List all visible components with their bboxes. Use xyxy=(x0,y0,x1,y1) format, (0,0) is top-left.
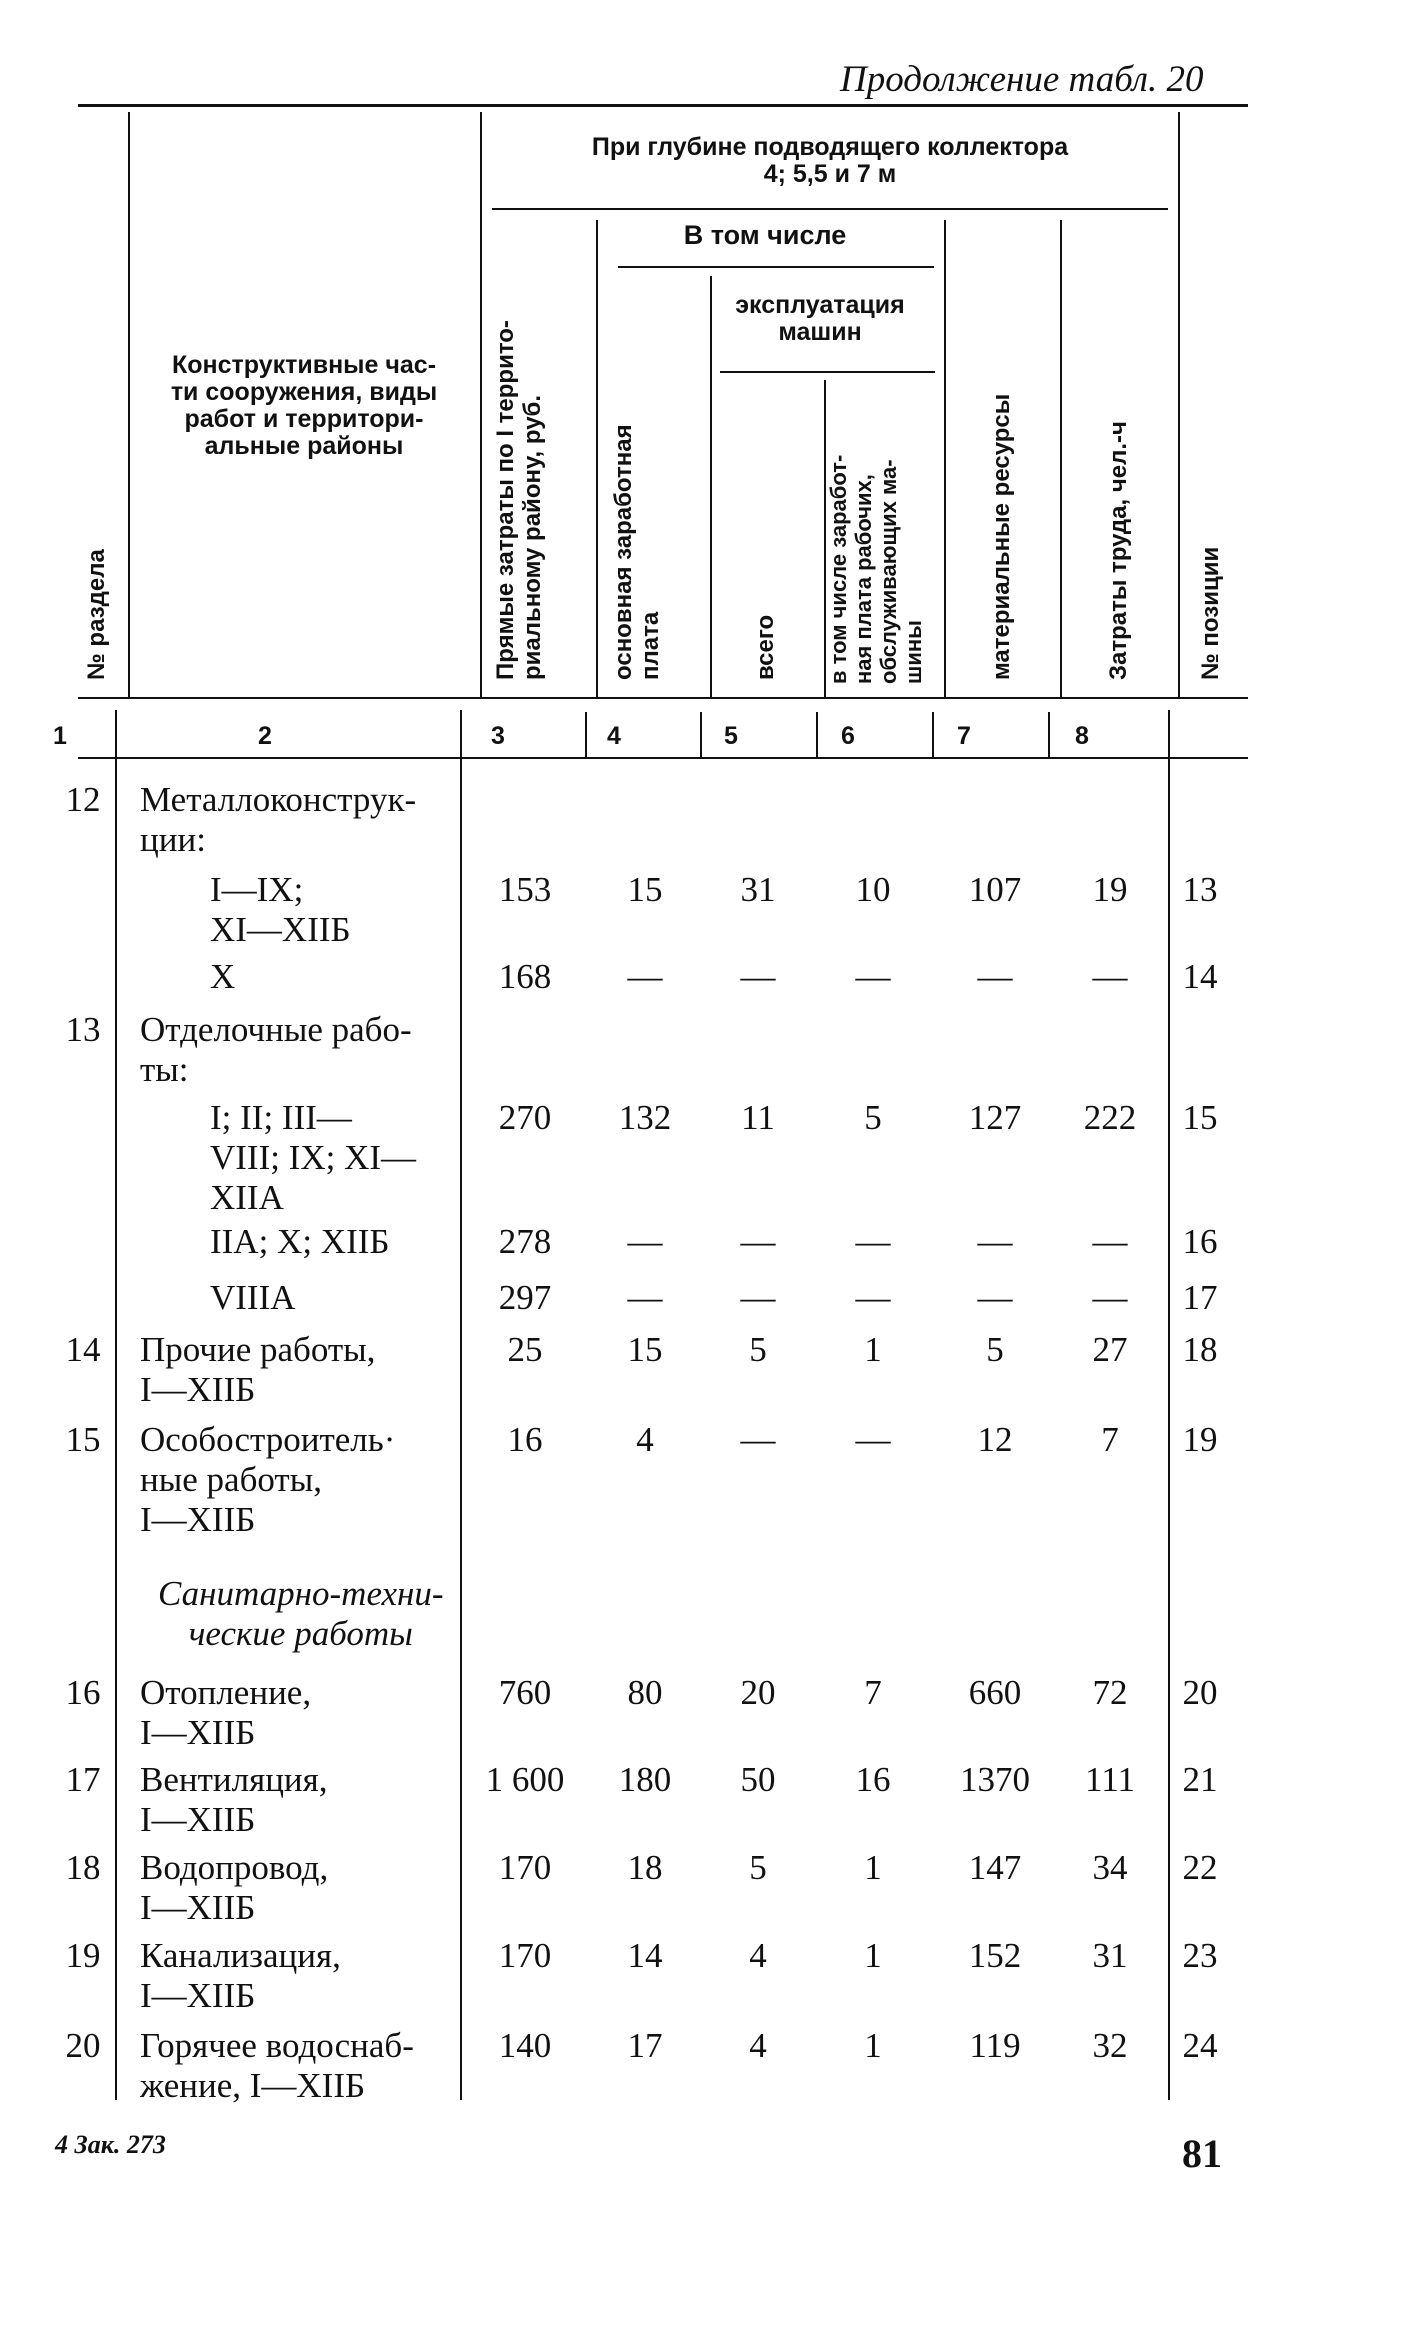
header-vline xyxy=(944,220,946,697)
section-number: 17 xyxy=(65,1760,101,1799)
cell-c7: 107 xyxy=(968,870,1022,909)
header-incl: В том числе xyxy=(683,220,847,250)
header-incl-wage-line: в том числе заработ- xyxy=(826,454,851,684)
work-name-line: жение, I—XIIБ xyxy=(140,2066,366,2105)
column-number: 4 xyxy=(607,722,621,750)
header-vline xyxy=(596,220,598,697)
colnum-vline xyxy=(1048,712,1050,757)
work-name xyxy=(210,957,235,997)
work-name-line: Санитарно-техни- xyxy=(158,1574,444,1613)
cell-c6: 1 xyxy=(864,2026,882,2065)
work-name xyxy=(140,780,416,860)
header-wage-line: плата xyxy=(637,611,664,680)
cell-c8: — xyxy=(1092,1222,1128,1261)
work-name xyxy=(210,1222,390,1262)
colnum-vline xyxy=(585,712,587,757)
section-number: 14 xyxy=(65,1330,101,1369)
header-wage xyxy=(610,424,664,680)
cell-c8: 7 xyxy=(1101,1420,1119,1459)
position-number: 13 xyxy=(1182,870,1218,909)
cell-c3: 760 xyxy=(498,1673,552,1712)
position-number: 19 xyxy=(1182,1420,1218,1459)
header-direct-costs-line: Прямые затраты по I террито- xyxy=(492,320,519,680)
work-name-line: I; II; III— xyxy=(210,1098,352,1137)
header-direct-costs-line: риальному району, руб. xyxy=(519,394,546,680)
header-vline xyxy=(128,112,130,697)
header-labor: Затраты труда, чел.-ч xyxy=(1105,421,1132,680)
position-number: 20 xyxy=(1182,1673,1218,1712)
header-depth-line: 4; 5,5 и 7 м xyxy=(763,160,897,188)
work-name xyxy=(140,1936,341,2016)
cell-c6: 5 xyxy=(864,1098,882,1137)
work-name-line: Особостроитель· xyxy=(140,1420,396,1459)
column-number: 2 xyxy=(258,722,272,750)
header-incl-wage-line: шины xyxy=(901,620,926,684)
work-name-line: VIII; IX; XI— xyxy=(210,1138,417,1177)
work-name-line: VIIIA xyxy=(210,1278,296,1317)
work-name xyxy=(140,1848,328,1928)
cell-c7: — xyxy=(977,1222,1013,1261)
cell-c7: 127 xyxy=(968,1098,1022,1137)
work-name xyxy=(140,1010,412,1090)
table-caption: Продолжение табл. 20 xyxy=(840,59,1204,100)
work-name-line: Канализация, xyxy=(140,1936,341,1975)
cell-c3: 278 xyxy=(498,1222,552,1261)
cell-c6: — xyxy=(855,1222,891,1261)
position-number: 16 xyxy=(1182,1222,1218,1261)
work-name xyxy=(140,1420,395,1540)
position-number: 22 xyxy=(1182,1848,1218,1887)
position-number: 18 xyxy=(1182,1330,1218,1369)
cell-c5: — xyxy=(740,1420,776,1459)
work-name-line: I—XIIБ xyxy=(140,1800,256,1839)
cell-c7: 1370 xyxy=(960,1760,1030,1799)
cell-c5: 4 xyxy=(749,2026,767,2065)
cell-c6: 1 xyxy=(864,1848,882,1887)
work-name-line: XI—XIIБ xyxy=(210,910,351,949)
cell-c6: — xyxy=(855,957,891,996)
body-vline xyxy=(1168,710,1170,2100)
cell-c5: — xyxy=(740,957,776,996)
cell-c7: — xyxy=(977,1278,1013,1317)
cell-c5: — xyxy=(740,1278,776,1317)
cell-c6: 16 xyxy=(855,1760,891,1799)
work-name-line: I—XIIБ xyxy=(140,1713,256,1752)
column-number: 6 xyxy=(841,722,855,750)
footer-order-number: 4 Зак. 273 xyxy=(55,2130,166,2159)
cell-c3: 1 600 xyxy=(485,1760,565,1799)
header-parts-line: Конструктивные час- xyxy=(171,351,437,379)
header-parts xyxy=(136,352,472,460)
cell-c4: — xyxy=(627,1222,663,1261)
work-name-line: I—XIIБ xyxy=(140,1370,256,1409)
header-total: всего xyxy=(752,614,779,680)
cell-c8: 32 xyxy=(1092,2026,1128,2065)
cell-c7: 119 xyxy=(969,2026,1021,2065)
work-name xyxy=(140,1330,375,1410)
work-name xyxy=(210,1278,296,1318)
body-vline xyxy=(115,710,117,2100)
work-name xyxy=(140,1760,328,1840)
cell-c4: 15 xyxy=(627,1330,663,1369)
work-name-line: Металлоконструк- xyxy=(140,780,417,819)
cell-c5: 50 xyxy=(740,1760,776,1799)
cell-c4: 4 xyxy=(636,1420,654,1459)
cell-c4: — xyxy=(627,1278,663,1317)
column-number: 1 xyxy=(53,722,67,750)
work-name-line: ные работы, xyxy=(140,1460,322,1499)
cell-c5: 20 xyxy=(740,1673,776,1712)
colnum-vline xyxy=(816,712,818,757)
position-number: 21 xyxy=(1182,1760,1218,1799)
work-name xyxy=(210,870,351,950)
column-number: 7 xyxy=(957,722,971,750)
cell-c4: 15 xyxy=(627,870,663,909)
column-number: 8 xyxy=(1075,722,1089,750)
header-incl-wage-line: обслуживающих ма- xyxy=(876,459,901,684)
cell-c3: 25 xyxy=(507,1330,543,1369)
header-hline xyxy=(492,208,1168,210)
header-wage-line: основная заработная xyxy=(610,424,637,680)
cell-c4: 80 xyxy=(627,1673,663,1712)
header-position-no: № позиции xyxy=(1197,546,1224,680)
header-depth xyxy=(490,134,1170,188)
cell-c8: — xyxy=(1092,1278,1128,1317)
header-machines-line: эксплуатация xyxy=(735,291,905,319)
colnum-vline xyxy=(700,712,702,757)
position-number: 15 xyxy=(1182,1098,1218,1137)
work-name-line: Прочие работы, xyxy=(140,1330,376,1369)
cell-c4: 132 xyxy=(618,1098,672,1137)
column-number: 3 xyxy=(491,722,505,750)
cell-c3: 168 xyxy=(498,957,552,996)
cell-c8: 222 xyxy=(1083,1098,1137,1137)
cell-c8: 19 xyxy=(1092,870,1128,909)
work-name-line: ты: xyxy=(140,1050,189,1089)
cell-c7: — xyxy=(977,957,1013,996)
header-section-no: № раздела xyxy=(83,549,110,680)
top-rule xyxy=(78,104,1248,107)
cell-c7: 660 xyxy=(968,1673,1022,1712)
cell-c5: — xyxy=(740,1222,776,1261)
cell-c3: 153 xyxy=(498,870,552,909)
cell-c4: 180 xyxy=(618,1760,672,1799)
cell-c6: 10 xyxy=(855,870,891,909)
work-name-line: I—XIIБ xyxy=(140,1888,256,1927)
cell-c6: 1 xyxy=(864,1936,882,1975)
header-machines-line: машин xyxy=(778,318,862,346)
work-name xyxy=(140,2026,414,2106)
header-parts-line: работ и территори- xyxy=(184,405,424,433)
cell-c7: 5 xyxy=(986,1330,1004,1369)
cell-c3: 16 xyxy=(507,1420,543,1459)
header-parts-line: ти сооружения, виды xyxy=(170,378,438,406)
header-incl-wage xyxy=(826,455,926,684)
cell-c5: 31 xyxy=(740,870,776,909)
cell-c5: 5 xyxy=(749,1848,767,1887)
cell-c6: 7 xyxy=(864,1673,882,1712)
position-number: 24 xyxy=(1182,2026,1218,2065)
column-number: 5 xyxy=(724,722,738,750)
work-name-line: I—IX; xyxy=(210,870,304,909)
cell-c8: — xyxy=(1092,957,1128,996)
section-number: 15 xyxy=(65,1420,101,1459)
cell-c6: — xyxy=(855,1420,891,1459)
cell-c6: — xyxy=(855,1278,891,1317)
cell-c8: 72 xyxy=(1092,1673,1128,1712)
cell-c3: 270 xyxy=(498,1098,552,1137)
work-name-line: ческие работы xyxy=(188,1614,413,1653)
work-name xyxy=(210,1098,416,1218)
work-name-line: Вентиляция, xyxy=(140,1760,328,1799)
work-name-line: I—XIIБ xyxy=(140,1500,256,1539)
cell-c3: 297 xyxy=(498,1278,552,1317)
subheading xyxy=(158,1574,444,1654)
cell-c7: 152 xyxy=(968,1936,1022,1975)
header-vline xyxy=(1060,220,1062,697)
cell-c8: 34 xyxy=(1092,1848,1128,1887)
header-machines xyxy=(700,292,940,346)
cell-c8: 111 xyxy=(1085,1760,1135,1799)
section-number: 18 xyxy=(65,1848,101,1887)
cell-c4: — xyxy=(627,957,663,996)
work-name-line: Водопровод, xyxy=(140,1848,329,1887)
cell-c3: 140 xyxy=(498,2026,552,2065)
work-name-line: X xyxy=(210,957,236,996)
work-name-line: Отделочные рабо- xyxy=(140,1010,412,1049)
header-materials: материальные ресурсы xyxy=(988,393,1015,680)
body-vline xyxy=(460,710,462,2100)
position-number: 17 xyxy=(1182,1278,1218,1317)
work-name-line: Отопление, xyxy=(140,1673,312,1712)
cell-c6: 1 xyxy=(864,1330,882,1369)
cell-c7: 12 xyxy=(977,1420,1013,1459)
header-incl-wage-line: ная плата рабочих, xyxy=(851,474,876,684)
work-name-line: Горячее водоснаб- xyxy=(140,2026,414,2065)
cell-c3: 170 xyxy=(498,1848,552,1887)
header-direct-costs xyxy=(492,320,546,680)
cell-c5: 11 xyxy=(741,1098,775,1137)
header-hline xyxy=(618,266,934,268)
colnum-vline xyxy=(932,712,934,757)
header-bottom-rule xyxy=(78,697,1248,699)
cell-c8: 31 xyxy=(1092,1936,1128,1975)
cell-c4: 17 xyxy=(627,2026,663,2065)
work-name-line: I—XIIБ xyxy=(140,1976,256,2015)
cell-c7: 147 xyxy=(968,1848,1022,1887)
cell-c5: 4 xyxy=(749,1936,767,1975)
section-number: 12 xyxy=(65,780,101,819)
header-vline xyxy=(480,112,482,697)
section-number: 19 xyxy=(65,1936,101,1975)
work-name-line: IIA; X; XIIБ xyxy=(210,1222,390,1261)
cell-c8: 27 xyxy=(1092,1330,1128,1369)
cell-c5: 5 xyxy=(749,1330,767,1369)
header-vline xyxy=(1178,112,1180,697)
work-name xyxy=(140,1673,311,1753)
header-depth-line: При глубине подводящего коллектора xyxy=(591,133,1069,161)
cell-c4: 14 xyxy=(627,1936,663,1975)
work-name-line: ции: xyxy=(140,820,206,859)
colnum-bottom-rule xyxy=(78,757,1248,759)
page-number: 81 xyxy=(1182,2131,1222,2176)
header-parts-line: альные районы xyxy=(204,432,404,460)
position-number: 14 xyxy=(1182,957,1218,996)
position-number: 23 xyxy=(1182,1936,1218,1975)
cell-c4: 18 xyxy=(627,1848,663,1887)
cell-c3: 170 xyxy=(498,1936,552,1975)
work-name-line: XIIA xyxy=(210,1178,284,1217)
section-number: 20 xyxy=(65,2026,101,2065)
header-hline xyxy=(720,371,935,373)
section-number: 16 xyxy=(65,1673,101,1712)
section-number: 13 xyxy=(65,1010,101,1049)
